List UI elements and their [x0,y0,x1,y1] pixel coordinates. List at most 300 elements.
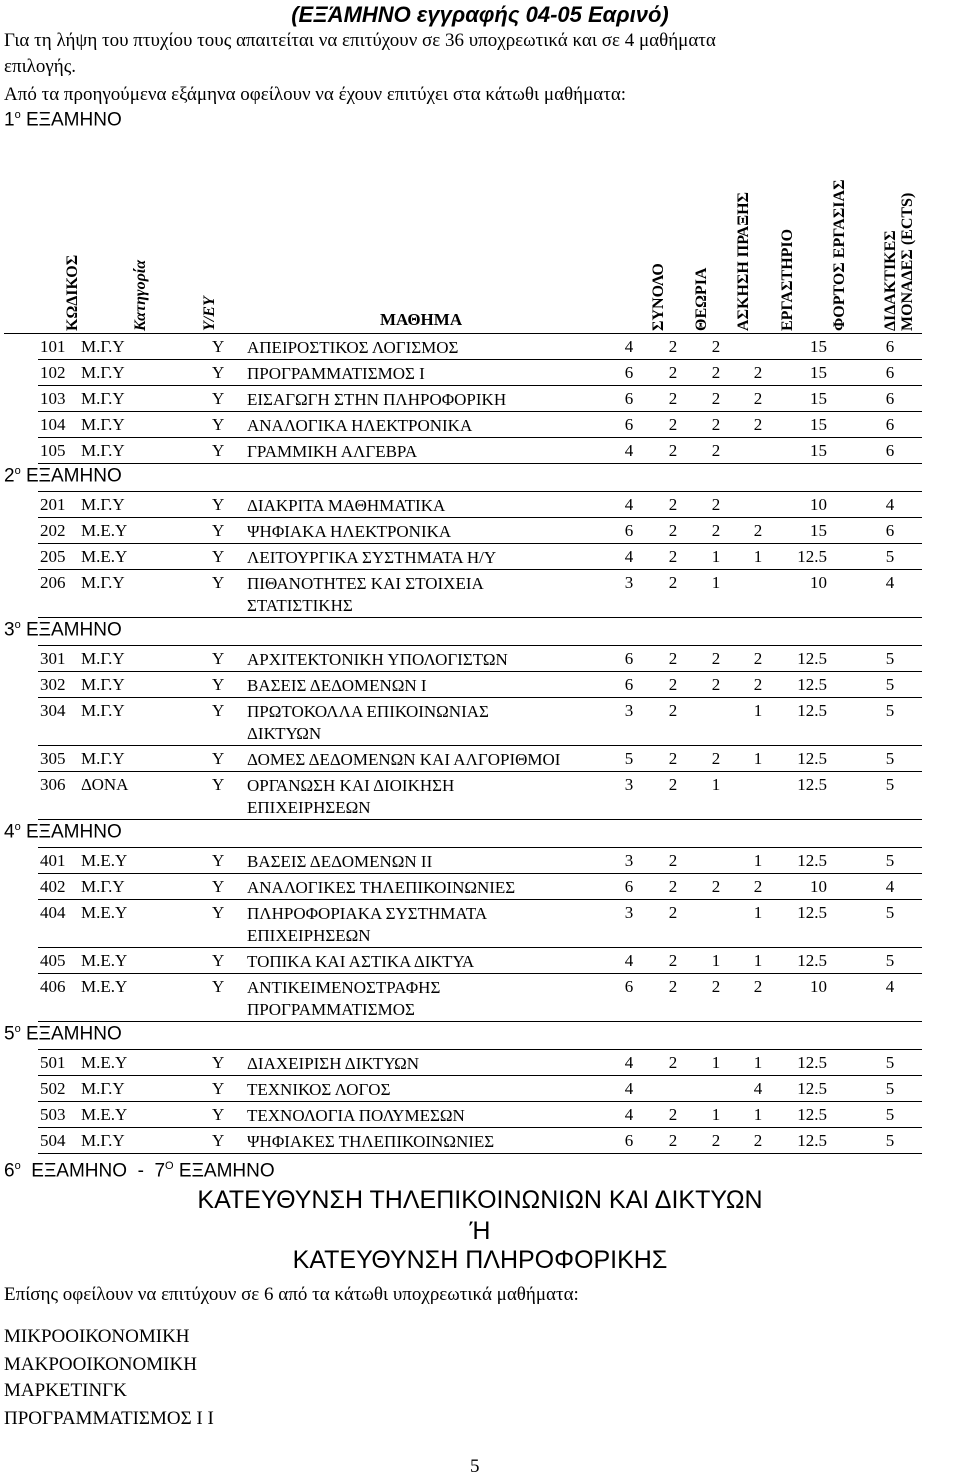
course-lab-hours: 1 [753,701,763,720]
course-type: Υ [212,1105,225,1124]
course-name [247,851,432,873]
course-ects: 4 [885,573,895,592]
course-type: Υ [212,573,225,592]
course-workload: 12.5 [797,1105,827,1124]
compulsory-item: ΠΡΟΓΡΑΜΜΑΤΙΣΜΟΣ Ι Ι [4,1408,214,1429]
course-name-line-1: ΠΙΘΑΝΟΤΗΤΕΣ ΚΑΙ ΣΤΟΙΧΕΙΑ [247,574,484,593]
course-lab-hours: 2 [753,877,763,896]
row-divider [38,899,922,900]
course-type: Υ [212,495,225,514]
course-theory-hours: 2 [668,775,678,794]
course-exercise-hours: 2 [711,415,721,434]
course-name [247,749,560,771]
course-type: Υ [212,649,225,668]
course-category: Μ.Ε.Υ [81,521,128,540]
course-type: Υ [212,441,225,460]
course-category: ΔΟΝΑ [81,775,129,794]
course-exercise-hours: 1 [711,951,721,970]
course-workload: 10 [810,877,827,896]
course-name-line-1: ΟΡΓΑΝΩΣΗ ΚΑΙ ΔΙΟΙΚΗΣΗ [247,776,455,795]
semester-3-heading: $3^o$ ΕΞΑΜΗΝΟ [4,619,122,641]
course-type: Υ [212,675,225,694]
course-name [247,573,484,617]
course-code: 306 [40,775,66,794]
row-divider [38,771,922,772]
course-name [247,547,496,569]
course-lab-hours: 1 [753,1053,763,1072]
course-total-hours: 4 [624,1053,634,1072]
course-lab-hours: 2 [753,389,763,408]
compulsory-item: ΜΙΚΡΟΟΙΚΟΝΟΜΙΚΗ [4,1326,190,1347]
course-type: Υ [212,521,225,540]
course-total-hours: 4 [624,1079,634,1098]
course-name-line-1: ΠΡΩΤΟΚΟΛΛΑ ΕΠΙΚΟΙΝΩΝΙΑΣ [247,702,489,721]
semester-6-7-heading: $6^o$ ΕΞΑΜΗΝΟ - $7^O$ ΕΞΑΜΗΝΟ [4,1160,275,1182]
course-total-hours: 6 [624,649,634,668]
course-total-hours: 3 [624,903,634,922]
course-type: Υ [212,903,225,922]
course-category: Μ.Γ.Υ [81,337,125,356]
course-theory-hours: 2 [668,441,678,460]
course-total-hours: 6 [624,1131,634,1150]
course-name [247,363,425,385]
course-name [247,675,427,697]
course-type: Υ [212,877,225,896]
course-name-line-2: ΕΠΙΧΕΙΡΗΣΕΩΝ [247,926,371,945]
course-type: Υ [212,749,225,768]
course-theory-hours: 2 [668,337,678,356]
course-workload: 15 [810,389,827,408]
intro-line-1: Για τη λήψη του πτυχίου τους απαιτείται να επιτύχουν σε 36 υποχρεωτικά και σε 4 μαθήματα [4,30,716,51]
course-theory-hours: 2 [668,521,678,540]
course-exercise-hours: 1 [711,547,721,566]
course-code: 206 [40,573,66,592]
course-ects: 5 [885,851,895,870]
course-type: Υ [212,363,225,382]
course-category: Μ.Γ.Υ [81,389,125,408]
course-exercise-hours: 2 [711,749,721,768]
course-ects: 5 [885,701,895,720]
course-name-line-2: ΕΠΙΧΕΙΡΗΣΕΩΝ [247,798,371,817]
course-ects: 5 [885,951,895,970]
course-theory-hours: 2 [668,415,678,434]
course-category: Μ.Γ.Υ [81,701,125,720]
course-name [247,1079,390,1101]
course-name [247,441,417,463]
header-ects-line-2: ΜΟΝΑΔΕΣ (ECTS) [899,192,916,331]
compulsory-item: ΜΑΡΚΕΤΙΝΓΚ [4,1380,127,1401]
course-theory-hours: 2 [668,1105,678,1124]
course-workload: 15 [810,521,827,540]
semester-1-heading: $1^o$ ΕΞΑΜΗΝΟ [4,109,122,131]
course-type: Υ [212,1079,225,1098]
course-ects: 5 [885,775,895,794]
row-divider [38,1021,922,1022]
row-divider [38,1153,922,1154]
course-ects: 5 [885,1131,895,1150]
course-code: 405 [40,951,66,970]
course-name-line-1: ΑΝΑΛΟΓΙΚΕΣ ΤΗΛΕΠΙΚΟΙΝΩΝΙΕΣ [247,878,516,897]
course-name [247,903,487,947]
course-theory-hours: 2 [668,649,678,668]
course-total-hours: 3 [624,701,634,720]
course-name [247,495,445,517]
course-theory-hours: 2 [668,749,678,768]
course-code: 504 [40,1131,66,1150]
course-type: Υ [212,415,225,434]
course-code: 202 [40,521,66,540]
course-workload: 15 [810,337,827,356]
course-name-line-1: ΨΗΦΙΑΚΑ ΗΛΕΚΤΡΟΝΙΚΑ [247,522,452,541]
row-divider [38,517,922,518]
course-name-line-1: ΤΕΧΝΟΛΟΓΙΑ ΠΟΛΥΜΕΣΩΝ [247,1106,465,1125]
course-exercise-hours: 2 [711,877,721,896]
semester-5-heading: $5^o$ ΕΞΑΜΗΝΟ [4,1023,122,1045]
course-workload: 12.5 [797,547,827,566]
course-category: Μ.Ε.Υ [81,951,128,970]
course-lab-hours: 2 [753,363,763,382]
course-exercise-hours: 2 [711,675,721,694]
course-ects: 6 [885,521,895,540]
course-exercise-hours: 1 [711,775,721,794]
course-name-line-2: ΔΙΚΤΥΩΝ [247,724,322,743]
course-total-hours: 3 [624,573,634,592]
course-theory-hours: 2 [668,573,678,592]
course-category: Μ.Γ.Υ [81,1131,125,1150]
row-divider [38,569,922,570]
course-ects: 5 [885,675,895,694]
course-category: Μ.Γ.Υ [81,877,125,896]
row-divider [38,1049,922,1050]
semester-4-heading: $4^o$ ΕΞΑΜΗΝΟ [4,821,122,843]
course-workload: 10 [810,495,827,514]
row-divider [38,847,922,848]
course-workload: 12.5 [797,1131,827,1150]
course-code: 301 [40,649,66,668]
table-header [0,140,960,333]
course-category: Μ.Ε.Υ [81,547,128,566]
course-name-line-1: ΠΡΟΓΡΑΜΜΑΤΙΣΜΟΣ Ι [247,364,425,383]
course-category: Μ.Γ.Υ [81,749,125,768]
header-mathima: ΜΑΘΗΜΑ [380,310,463,329]
course-exercise-hours: 2 [711,521,721,540]
course-total-hours: 6 [624,389,634,408]
course-workload: 12.5 [797,903,827,922]
course-code: 104 [40,415,66,434]
course-lab-hours: 1 [753,547,763,566]
course-name-line-1: ΤΟΠΙΚΑ ΚΑΙ ΑΣΤΙΚΑ ΔΙΚΤΥΑ [247,952,475,971]
course-theory-hours: 2 [668,675,678,694]
course-type: Υ [212,775,225,794]
direction-informatics: ΚΑΤΕΥΘΥΝΣΗ ΠΛΗΡΟΦΟΡΙΚΗΣ [292,1246,668,1274]
course-total-hours: 6 [624,675,634,694]
course-total-hours: 4 [624,951,634,970]
course-theory-hours: 2 [668,389,678,408]
course-type: Υ [212,547,225,566]
course-category: Μ.Ε.Υ [81,1053,128,1072]
row-divider [38,411,922,412]
course-name [247,977,440,1021]
course-exercise-hours: 2 [711,1131,721,1150]
course-code: 401 [40,851,66,870]
course-lab-hours: 1 [753,851,763,870]
course-exercise-hours: 2 [711,495,721,514]
course-name-line-1: ΔΙΑΚΡΙΤΑ ΜΑΘΗΜΑΤΙΚΑ [247,496,446,515]
course-code: 502 [40,1079,66,1098]
course-theory-hours: 2 [668,1053,678,1072]
course-code: 304 [40,701,66,720]
course-lab-hours: 2 [753,977,763,996]
document-title: (ΕΞΆΜΗΝΟ εγγραφής 04-05 Εαρινό) [291,2,669,27]
course-theory-hours: 2 [668,951,678,970]
course-ects: 5 [885,1053,895,1072]
course-ects: 5 [885,1105,895,1124]
row-divider [38,819,922,820]
course-name [247,521,451,543]
row-divider [38,947,922,948]
course-name-line-1: ΑΝΑΛΟΓΙΚΑ ΗΛΕΚΤΡΟΝΙΚΑ [247,416,473,435]
intro-line-3: Από τα προηγούμενα εξάμηνα οφείλουν να έχουν επιτύχει στα κάτωθι μαθήματα: [4,84,627,105]
header-ects [882,193,916,331]
course-name [247,775,454,819]
course-code: 201 [40,495,66,514]
header-ye: Υ/ΕΥ [201,296,218,331]
course-ects: 4 [885,877,895,896]
course-exercise-hours: 2 [711,441,721,460]
course-type: Υ [212,951,225,970]
course-exercise-hours: 2 [711,337,721,356]
course-theory-hours: 2 [668,701,678,720]
course-name [247,389,506,411]
course-code: 305 [40,749,66,768]
course-exercise-hours: 2 [711,363,721,382]
course-type: Υ [212,337,225,356]
course-ects: 4 [885,977,895,996]
course-total-hours: 4 [624,337,634,356]
course-total-hours: 3 [624,775,634,794]
compulsory-item: ΜΑΚΡΟΟΙΚΟΝΟΜΙΚΗ [4,1354,197,1375]
page-number: 5 [470,1456,480,1477]
course-workload: 10 [810,977,827,996]
course-workload: 12.5 [797,951,827,970]
course-name [247,877,515,899]
direction-or: Ή [469,1217,491,1245]
course-name [247,337,458,359]
course-name-line-1: ΒΑΣΕΙΣ ΔΕΔΟΜΕΝΩΝ Ι [247,676,427,695]
header-theoria: ΘΕΩΡΙΑ [693,267,710,331]
header-fortos: ΦΟΡΤΟΣ ΕΡΓΑΣΙΑΣ [831,179,848,331]
course-total-hours: 5 [624,749,634,768]
course-name-line-1: ΨΗΦΙΑΚΕΣ ΤΗΛΕΠΙΚΟΙΝΩΝΙΕΣ [247,1132,495,1151]
course-name-line-1: ΤΕΧΝΙΚΟΣ ΛΟΓΟΣ [247,1080,391,1099]
semester-2-heading: $2^o$ ΕΞΑΜΗΝΟ [4,465,122,487]
course-total-hours: 6 [624,363,634,382]
row-divider [38,1127,922,1128]
course-lab-hours: 1 [753,951,763,970]
course-category: Μ.Γ.Υ [81,363,125,382]
course-name-line-1: ΒΑΣΕΙΣ ΔΕΔΟΜΕΝΩΝ ΙΙ [247,852,433,871]
course-total-hours: 4 [624,495,634,514]
course-type: Υ [212,1053,225,1072]
course-lab-hours: 2 [753,521,763,540]
course-name-line-2: ΠΡΟΓΡΑΜΜΑΤΙΣΜΟΣ [247,1000,415,1019]
course-theory-hours: 2 [668,495,678,514]
direction-telecom: ΚΑΤΕΥΘΥΝΣΗ ΤΗΛΕΠΙΚΟΙΝΩΝΙΩΝ ΚΑΙ ΔΙΚΤΥΩΝ [197,1186,763,1214]
course-workload: 15 [810,415,827,434]
course-workload: 12.5 [797,749,827,768]
course-workload: 12.5 [797,675,827,694]
course-code: 402 [40,877,66,896]
course-lab-hours: 2 [753,649,763,668]
course-workload: 12.5 [797,775,827,794]
course-lab-hours: 2 [753,415,763,434]
course-category: Μ.Γ.Υ [81,441,125,460]
course-category: Μ.Γ.Υ [81,675,125,694]
course-ects: 5 [885,903,895,922]
course-name [247,951,474,973]
course-name [247,701,489,745]
course-type: Υ [212,851,225,870]
course-workload: 12.5 [797,1079,827,1098]
course-code: 302 [40,675,66,694]
course-code: 105 [40,441,66,460]
course-lab-hours: 1 [753,749,763,768]
course-name [247,1131,494,1153]
row-divider [38,437,922,438]
course-ects: 6 [885,363,895,382]
course-code: 404 [40,903,66,922]
course-name-line-1: ΕΙΣΑΓΩΓΗ ΣΤΗΝ ΠΛΗΡΟΦΟΡΙΚΗ [247,390,507,409]
course-name-line-1: ΠΛΗΡΟΦΟΡΙΑΚΑ ΣΥΣΤΗΜΑΤΑ [247,904,488,923]
course-lab-hours: 2 [753,675,763,694]
course-theory-hours: 2 [668,1131,678,1150]
course-ects: 5 [885,749,895,768]
course-name-line-2: ΣΤΑΤΙΣΤΙΚΗΣ [247,596,353,615]
course-category: Μ.Ε.Υ [81,903,128,922]
course-workload: 15 [810,441,827,460]
course-workload: 12.5 [797,701,827,720]
row-divider [38,359,922,360]
course-name [247,649,508,671]
course-type: Υ [212,389,225,408]
header-ergastirio: ΕΡΓΑΣΤΗΡΙΟ [779,228,796,331]
header-ects-line-1: ΔΙΔΑΚΤΙΚΕΣ [882,230,899,331]
course-name-line-1: ΑΡΧΙΤΕΚΤΟΝΙΚΗ ΥΠΟΛΟΓΙΣΤΩΝ [247,650,508,669]
row-divider [38,491,922,492]
course-code: 102 [40,363,66,382]
course-code: 503 [40,1105,66,1124]
course-total-hours: 6 [624,521,634,540]
row-divider [38,745,922,746]
course-lab-hours: 1 [753,903,763,922]
course-exercise-hours: 1 [711,1105,721,1124]
course-workload: 12.5 [797,1053,827,1072]
course-ects: 5 [885,547,895,566]
course-name-line-1: ΛΕΙΤΟΥΡΓΙΚΑ ΣΥΣΤΗΜΑΤΑ Η/Υ [247,548,497,567]
course-total-hours: 6 [624,877,634,896]
course-ects: 5 [885,1079,895,1098]
row-divider [38,1101,922,1102]
course-total-hours: 3 [624,851,634,870]
course-exercise-hours: 1 [711,573,721,592]
course-exercise-hours: 2 [711,389,721,408]
course-exercise-hours: 2 [711,977,721,996]
row-divider [38,463,922,464]
course-ects: 6 [885,415,895,434]
header-kodikos: ΚΩΔΙΚΟΣ [64,254,81,331]
intro-line-2: επιλογής. [4,56,77,77]
course-total-hours: 6 [624,415,634,434]
course-name-line-1: ΑΠΕΙΡΟΣΤΙΚΟΣ ΛΟΓΙΣΜΟΣ [247,338,459,357]
course-exercise-hours: 1 [711,1053,721,1072]
header-askisi: ΑΣΚΗΣΗ ΠΡΑΞΗΣ [735,192,752,331]
course-category: Μ.Ε.Υ [81,1105,128,1124]
course-total-hours: 6 [624,977,634,996]
course-total-hours: 4 [624,547,634,566]
course-name [247,1053,419,1075]
course-name-line-1: ΓΡΑΜΜΙΚΗ ΑΛΓΕΒΡΑ [247,442,418,461]
course-workload: 12.5 [797,851,827,870]
course-total-hours: 4 [624,1105,634,1124]
row-divider [38,671,922,672]
header-synolo: ΣΥΝΟΛΟ [650,263,667,331]
row-divider [38,617,922,618]
course-workload: 15 [810,363,827,382]
course-code: 101 [40,337,66,356]
course-lab-hours: 4 [753,1079,763,1098]
course-theory-hours: 2 [668,977,678,996]
course-category: Μ.Γ.Υ [81,573,125,592]
also-text: Επίσης οφείλουν να επιτύχουν σε 6 από τα κάτωθι υποχρεωτικά μαθήματα: [4,1284,579,1305]
course-ects: 5 [885,649,895,668]
row-divider [38,645,922,646]
course-category: Μ.Γ.Υ [81,1079,125,1098]
course-name [247,1105,465,1127]
course-name [247,415,472,437]
course-theory-hours: 2 [668,363,678,382]
row-divider [38,973,922,974]
course-category: Μ.Ε.Υ [81,851,128,870]
row-divider [38,873,922,874]
course-code: 501 [40,1053,66,1072]
header-katigoria: Κατηγορία [132,259,149,331]
course-name-line-1: ΔΟΜΕΣ ΔΕΔΟΜΕΝΩΝ ΚΑΙ ΑΛΓΟΡΙΘΜΟΙ [247,750,561,769]
course-code: 406 [40,977,66,996]
course-theory-hours: 2 [668,877,678,896]
course-type: Υ [212,1131,225,1150]
course-ects: 6 [885,441,895,460]
course-lab-hours: 2 [753,1131,763,1150]
course-type: Υ [212,977,225,996]
course-code: 205 [40,547,66,566]
row-divider [38,543,922,544]
row-divider [38,697,922,698]
course-lab-hours: 1 [753,1105,763,1124]
row-divider [38,1075,922,1076]
course-ects: 6 [885,389,895,408]
course-type: Υ [212,701,225,720]
course-name-line-1: ΔΙΑΧΕΙΡΙΣΗ ΔΙΚΤΥΩΝ [247,1054,419,1073]
course-workload: 10 [810,573,827,592]
course-category: Μ.Ε.Υ [81,977,128,996]
row-divider [38,385,922,386]
course-ects: 4 [885,495,895,514]
course-category: Μ.Γ.Υ [81,415,125,434]
course-category: Μ.Γ.Υ [81,649,125,668]
course-exercise-hours: 2 [711,649,721,668]
course-category: Μ.Γ.Υ [81,495,125,514]
course-theory-hours: 2 [668,547,678,566]
